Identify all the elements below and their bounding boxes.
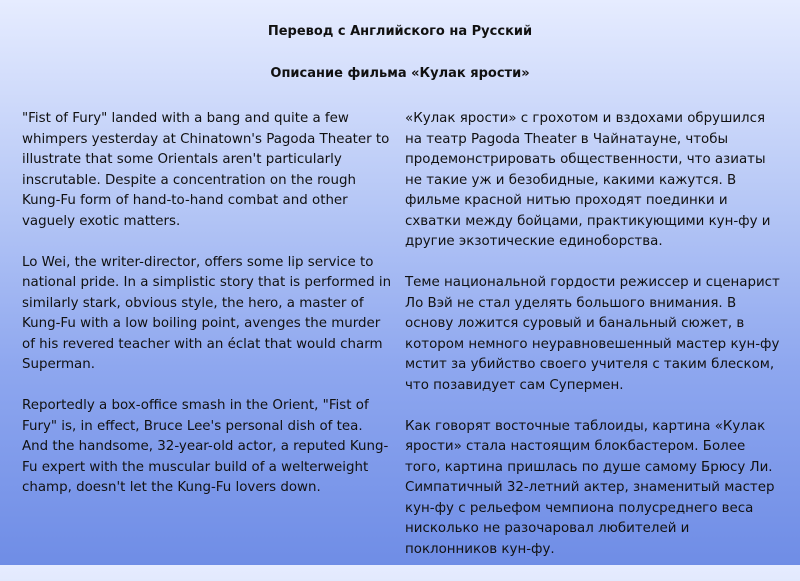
page-subtitle: Описание фильма «Кулак ярости»: [270, 66, 530, 81]
english-paragraph-2: Lo Wei, the writer-director, offers some lip service to national pride. In a simplistic story that is performed in similarly stark, obvious style, the hero, a master of Kung-Fu with a low boiling point, avenges the murder of his revered teacher with an éclat that would charm Superman.: [22, 254, 392, 372]
russian-paragraph-1: «Кулак ярости» с грохотом и вздохами обрушился на театр Pagoda Theater в Чайнатауне, чтобы продемонстрировать общественности, что азиаты не такие уж и безобидные, какими кажутся. В фильме красной нитью проходят поединки и схватки между бойцами, практикующими кун-фу и другие экзотические единоборства.: [405, 111, 771, 249]
english-paragraph-3: Reportedly a box-office smash in the Orient, "Fist of Fury" is, in effect, Bruce Lee's personal dish of tea. And the handsome, 32-year-old actor, a reputed Kung-Fu expert with the muscular build of a welterweight champ, doesn't let the Kung-Fu lovers down.: [22, 398, 389, 495]
russian-paragraph-2: Теме национальной гордости режиссер и сценарист Ло Вэй не стал уделять большого внимания. В основу ложится суровый и банальный сюжет, в котором немного неуравновешенный мастер кун-фу мстит за убийство своего учителя с таким блеском, что позавидует сам Супермен.: [405, 275, 780, 393]
page-title: Перевод с Английского на Русский: [267, 24, 533, 39]
russian-column: [405, 109, 780, 581]
english-column: [22, 109, 392, 519]
english-paragraph-1: "Fist of Fury" landed with a bang and quite a few whimpers yesterday at Chinatown's Pagoda Theater to illustrate that some Orientals aren't particularly inscrutable. Despite a concentration on the rough Kung-Fu form of hand-to-hand combat and other vaguely exotic matters.: [22, 111, 390, 229]
russian-paragraph-3: Как говорят восточные таблоиды, картина «Кулак ярости» стала настоящим блокбастером. Более того, картина пришлась по душе самому Брюсу Ли. Симпатичный 32-летний актер, знаменитый мастер кун-фу с рельефом чемпиона полусреднего веса нисколько не разочаровал любителей и поклонников кун-фу.: [405, 418, 775, 557]
